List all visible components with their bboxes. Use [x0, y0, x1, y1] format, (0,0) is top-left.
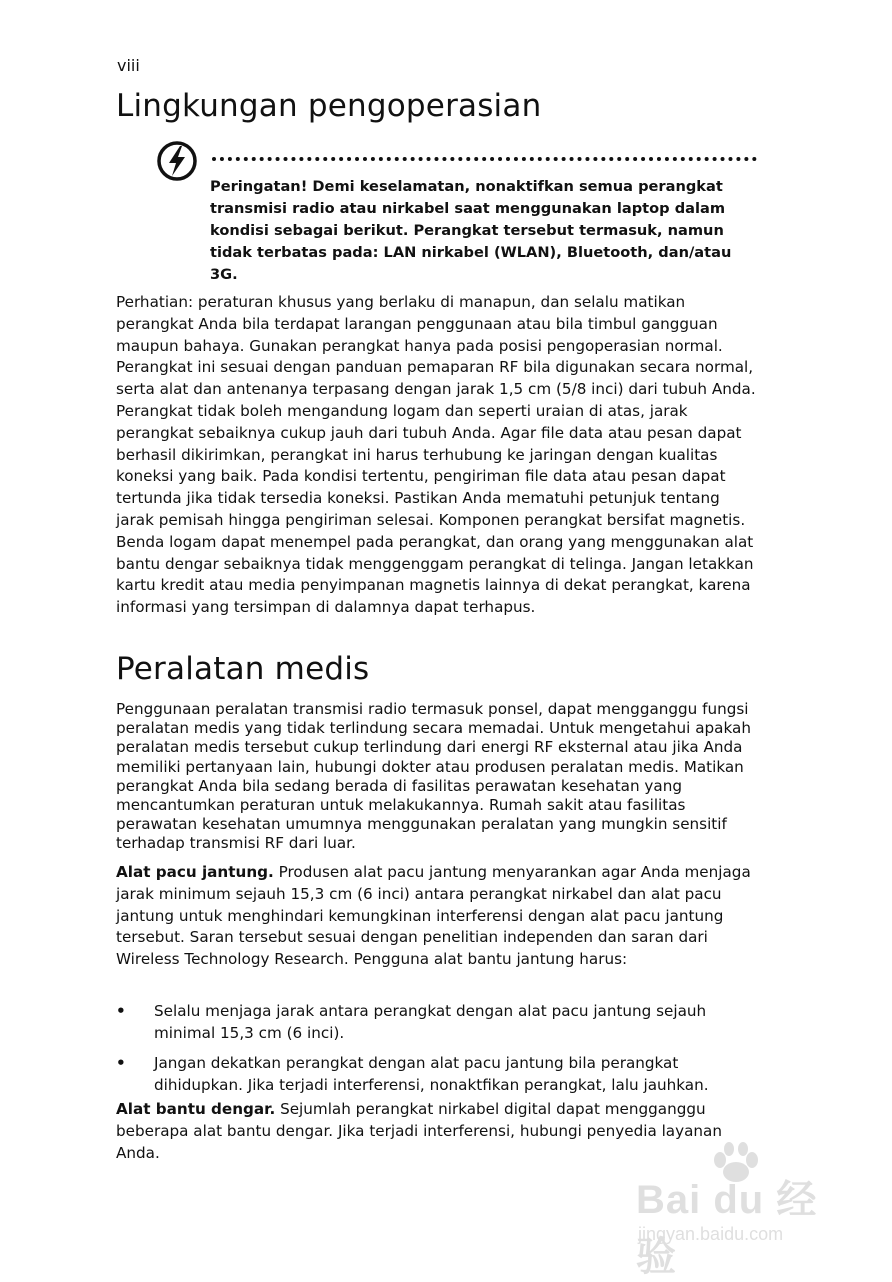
- page-number: viii: [117, 56, 140, 75]
- bullet-text: Jangan dekatkan perangkat dengan alat pacu jantung bila perangkat dihidupkan. Jika terjadi interferensi, nonaktfikan perangkat, lalu jauhkan.: [154, 1054, 709, 1094]
- lightning-warning-icon: [156, 140, 198, 182]
- medical-intro: Penggunaan peralatan transmisi radio termasuk ponsel, dapat mengganggu fungsi peralatan medis yang tidak terlindung secara memadai. Untuk mengetahui apakah peralatan medis tersebut cukup terlindung dari energi RF eksternal atau jika Anda memiliki pertanyaan lain, hubungi dokter atau produsen peralatan medis. Matikan perangkat Anda bila sedang berada di fasilitas perawatan kesehatan yang mencantumkan peraturan untuk melakukannya. Rumah sakit atau fasilitas perawatan kesehatan umumnya menggunakan peralatan yang mungkin sensitif terhadap transmisi RF dari luar.: [116, 700, 751, 853]
- hearing-aid-text: Sejumlah perangkat nirkabel digital dapat mengganggu beberapa alat bantu dengar. Jika terjadi interferensi, hubungi penyedia layanan Anda.: [116, 1100, 722, 1162]
- watermark-logo: Bai du 经验: [636, 1178, 818, 1279]
- hearing-aid-label: Alat bantu dengar.: [116, 1100, 276, 1118]
- baidu-watermark: [636, 1140, 856, 1279]
- pacemaker-text: Produsen alat pacu jantung menyarankan agar Anda menjaga jarak minimum sejauh 15,3 cm (6 inci) antara perangkat nirkabel dan alat pacu jantung untuk menghindari kemungkinan interferensi dengan alat pacu jantung tersebut. Saran tersebut sesuai dengan penelitian independen dan saran dari Wireless Technology Research. Pengguna alat bantu jantung harus:: [116, 863, 751, 969]
- pacemaker-label: Alat pacu jantung.: [116, 863, 274, 881]
- bullet-text: Selalu menjaga jarak antara perangkat dengan alat pacu jantung sejauh minimal 15,3 cm (6 inci).: [154, 1002, 707, 1042]
- environment-body: Perhatian: peraturan khusus yang berlaku di manapun, dan selalu matikan perangkat Anda bila terdapat larangan penggunaan atau bila timbul gangguan maupun bahaya. Gunakan perangkat hanya pada posisi pengoperasian normal. Perangkat ini sesuai dengan panduan pemaparan RF bila digunakan secara normal, serta alat dan antenanya terpasang dengan jarak 1,5 cm (5/8 inci) dari tubuh Anda. Perangkat tidak boleh mengandung logam dan seperti uraian di atas, jarak perangkat sebaiknya cukup jauh dari tubuh Anda. Agar file data atau pesan dapat berhasil dikirimkan, perangkat ini harus terhubung ke jaringan dengan kualitas koneksi yang baik. Pada kondisi tertentu, pengiriman file data atau pesan dapat tertunda jika tidak tersedia koneksi. Pastikan Anda mematuhi petunjuk tentang jarak pemisah hingga pengiriman selesai. Komponen perangkat bersifat magnetis. Benda logam dapat menempel pada perangkat, dan orang yang menggunakan alat bantu dengar sebaiknya tidak menggenggam perangkat di telinga. Jangan letakkan kartu kredit atau media penyimpanan magnetis lainnya di dekat perangkat, karena informasi yang tersimpan di dalamnya dapat terhapus.: [116, 293, 756, 617]
- bullet-marker: •: [116, 1054, 126, 1072]
- section-title-medical: Peralatan medis: [116, 651, 370, 687]
- section-title-environment: Lingkungan pengoperasian: [116, 88, 542, 124]
- warning-text: Peringatan! Demi keselamatan, nonaktifkan semua perangkat transmisi radio atau nirkabel saat menggunakan laptop dalam kondisi sebagai berikut. Perangkat tersebut termasuk, namun tidak terbatas pada: LAN nirkabel (WLAN), Bluetooth, dan/atau 3G.: [210, 178, 732, 283]
- watermark-url: jingyan.baidu.com: [638, 1224, 784, 1244]
- pacemaker-paragraph: [116, 862, 756, 971]
- warning-divider: [212, 157, 757, 161]
- bullet-marker: •: [116, 1002, 126, 1020]
